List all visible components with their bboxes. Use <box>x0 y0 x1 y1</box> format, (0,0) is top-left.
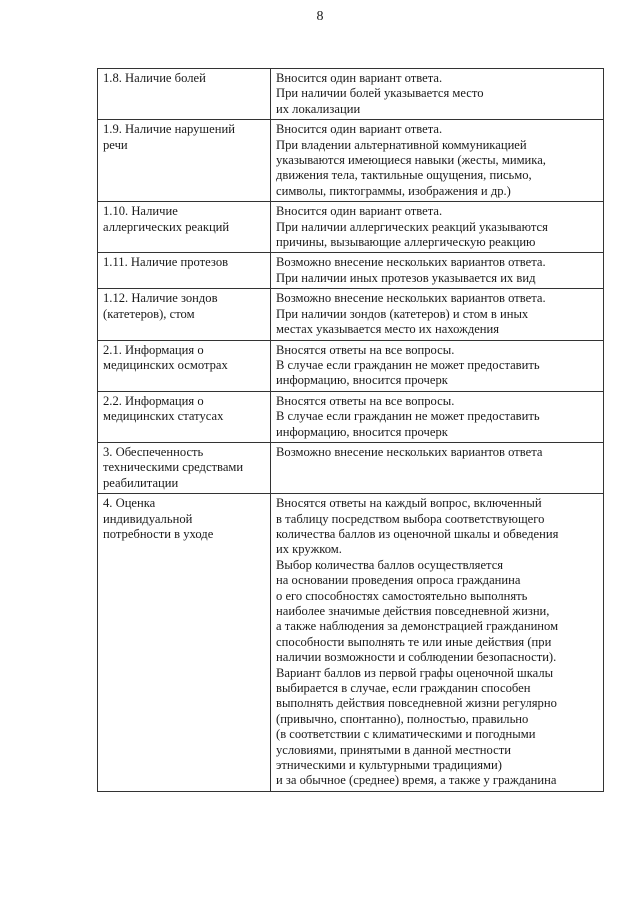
table-body <box>98 69 604 792</box>
field-description-line: Возможно внесение нескольких вариантов ответа. <box>276 255 546 270</box>
field-name-line: реабилитации <box>103 475 179 490</box>
field-description-line: движения тела, тактильные ощущения, письмо, <box>276 168 532 183</box>
field-description-line: Вносится один вариант ответа. <box>276 71 443 85</box>
page-number: 8 <box>316 9 324 24</box>
field-name-line: медицинских статусах <box>103 409 224 424</box>
field-description-line: о его способностях самостоятельно выполнять <box>276 588 528 603</box>
field-description-line: местах указывается место их нахождения <box>276 322 500 337</box>
field-description-line: количества баллов из оценочной шкалы и обведения <box>276 526 559 541</box>
field-description-line: В случае если гражданин не может предоставить <box>276 357 540 372</box>
field-name-line: медицинских осмотрах <box>103 357 228 372</box>
field-description-line: Возможно внесение нескольких вариантов ответа <box>276 444 543 459</box>
field-description-line: выполнять действия повседневной жизни регулярно <box>276 696 557 711</box>
table-row <box>98 289 604 340</box>
table-row <box>98 340 604 391</box>
field-description-line: причины, вызывающие аллергическую реакцию <box>276 235 536 250</box>
field-description-line: Вариант баллов из первой графы оценочной шкалы <box>276 665 554 680</box>
field-description-cell <box>271 253 604 289</box>
field-description-line: Вносятся ответы на все вопросы. <box>276 342 455 357</box>
field-description-line: символы, пиктограммы, изображения и др.) <box>276 183 511 198</box>
field-description-line: При наличии иных протезов указывается их вид <box>276 270 536 285</box>
field-name-line: 3. Обеспеченность <box>103 444 204 459</box>
field-description-line: указываются имеющиеся навыки (жесты, мимика, <box>276 153 546 168</box>
field-description-line: Выбор количества баллов осуществляется <box>276 557 504 572</box>
field-name-line: 2.1. Информация о <box>103 342 204 357</box>
field-name-cell <box>98 391 271 442</box>
field-description-line: их локализации <box>276 101 361 116</box>
field-name-cell <box>98 253 271 289</box>
field-name-line: 4. Оценка <box>103 496 156 511</box>
field-name-line: речи <box>103 137 128 152</box>
field-name-line: 1.11. Наличие протезов <box>103 255 229 270</box>
field-description-line: способности выполнять те или иные действия (при <box>276 634 552 649</box>
field-name-line: техническими средствами <box>103 460 244 475</box>
field-name-line: аллергических реакций <box>103 219 230 234</box>
field-name-line: (катетеров), стом <box>103 306 195 321</box>
field-name-line: потребности в уходе <box>103 526 214 541</box>
table-row <box>98 494 604 792</box>
field-name-line: 1.12. Наличие зондов <box>103 291 218 306</box>
field-description-line: (в соответствии с климатическими и погодными <box>276 727 536 742</box>
field-description-line: выбирается в случае, если гражданин способен <box>276 681 531 696</box>
field-name-cell <box>98 494 271 792</box>
table-row <box>98 391 604 442</box>
field-description-line: При наличии аллергических реакций указываются <box>276 219 548 234</box>
field-name-cell <box>98 202 271 253</box>
field-name-line: 1.8. Наличие болей <box>103 71 206 85</box>
field-description-cell <box>271 494 604 792</box>
field-name-cell <box>98 340 271 391</box>
field-name-cell <box>98 120 271 202</box>
field-name-line: 2.2. Информация о <box>103 393 204 408</box>
field-description-cell <box>271 340 604 391</box>
field-description-line: наличии возможности и соблюдении безопасности). <box>276 650 557 665</box>
field-name-cell <box>98 442 271 493</box>
field-name-line: 1.10. Наличие <box>103 204 178 219</box>
field-description-line: и за обычное (среднее) время, а также у гражданина <box>276 773 557 788</box>
field-description-line: Вносится один вариант ответа. <box>276 204 443 219</box>
instructions-table <box>97 68 604 792</box>
field-description-line: В случае если гражданин не может предоставить <box>276 409 540 424</box>
field-description-cell <box>271 442 604 493</box>
field-description-line: При наличии болей указывается место <box>276 86 484 101</box>
field-name-cell <box>98 69 271 120</box>
field-description-cell <box>271 202 604 253</box>
field-description-line: информацию, вносится прочерк <box>276 424 448 439</box>
field-description-line: При наличии зондов (катетеров) и стом в иных <box>276 306 529 321</box>
field-description-line: (привычно, спонтанно), полностью, правильно <box>276 711 529 726</box>
field-description-cell <box>271 69 604 120</box>
table-row <box>98 202 604 253</box>
field-description-line: на основании проведения опроса гражданина <box>276 573 521 588</box>
field-description-cell <box>271 391 604 442</box>
field-name-line: индивидуальной <box>103 511 193 526</box>
field-description-line: их кружком. <box>276 542 342 557</box>
field-description-line: При владении альтернативной коммуникацией <box>276 137 527 152</box>
field-name-line: 1.9. Наличие нарушений <box>103 122 235 137</box>
field-description-line: а также наблюдения за демонстрацией гражданином <box>276 619 559 634</box>
table-row <box>98 253 604 289</box>
field-description-line: наиболее значимые действия повседневной жизни, <box>276 604 550 618</box>
field-description-line: Вносятся ответы на каждый вопрос, включенный <box>276 496 542 511</box>
field-description-line: Возможно внесение нескольких вариантов ответа. <box>276 291 546 306</box>
field-description-cell <box>271 289 604 340</box>
field-description-cell <box>271 120 604 202</box>
table-row <box>98 120 604 202</box>
table-row <box>98 442 604 493</box>
field-name-cell <box>98 289 271 340</box>
field-description-line: этническими и культурными традициями) <box>276 758 502 773</box>
field-description-line: условиями, принятыми в данной местности <box>276 742 511 757</box>
field-description-line: Вносятся ответы на все вопросы. <box>276 393 455 408</box>
field-description-line: в таблицу посредством выбора соответствующего <box>276 511 545 526</box>
field-description-line: Вносится один вариант ответа. <box>276 122 443 137</box>
table-row <box>98 69 604 120</box>
field-description-line: информацию, вносится прочерк <box>276 373 448 388</box>
